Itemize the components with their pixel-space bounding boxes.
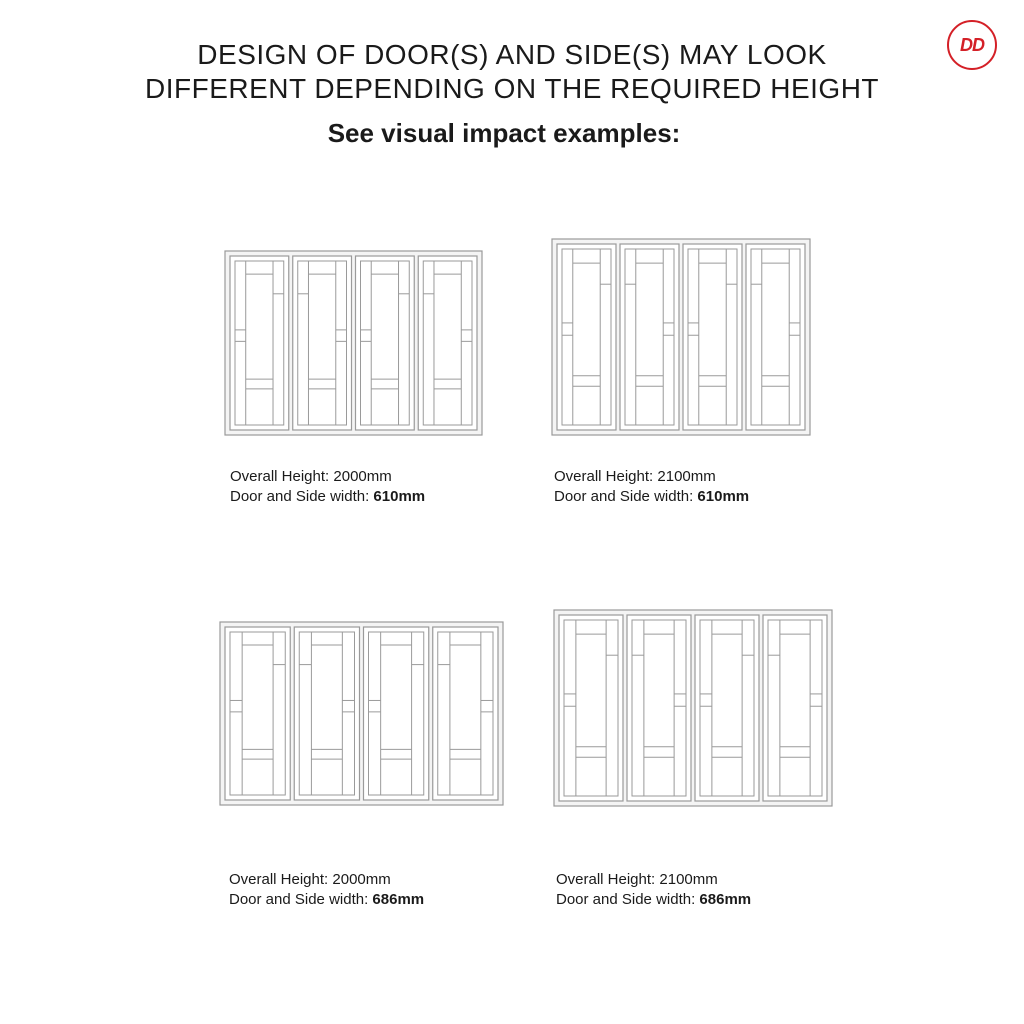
door-leaf-glass xyxy=(361,261,410,425)
caption-1-width-value: 610mm xyxy=(373,488,426,505)
caption-4 xyxy=(556,870,751,910)
door-leaf-glass xyxy=(564,620,618,796)
door-set-3 xyxy=(219,621,504,806)
brand-logo xyxy=(947,20,997,70)
door-set-drawing xyxy=(219,621,504,806)
caption-1-width-label: Door and Side width: xyxy=(230,488,370,505)
caption-3-width-value: 686mm xyxy=(372,891,425,908)
door-leaf-glass xyxy=(700,620,754,796)
caption-3-width-label: Door and Side width: xyxy=(229,891,369,908)
caption-1-height-label: Overall Height: xyxy=(230,468,330,485)
caption-2-width-label: Door and Side width: xyxy=(554,488,694,505)
caption-1 xyxy=(230,467,425,507)
door-leaf-glass xyxy=(625,249,674,425)
caption-4-height-value: 2100mm xyxy=(659,871,718,888)
caption-4-height-label: Overall Height: xyxy=(556,871,656,888)
caption-2-height-value: 2100mm xyxy=(657,468,716,485)
caption-4-width-value: 686mm xyxy=(699,891,752,908)
door-set-1 xyxy=(224,250,483,436)
door-leaf-glass xyxy=(369,632,424,795)
door-leaf-glass xyxy=(688,249,737,425)
door-leaf-glass xyxy=(562,249,611,425)
door-set-drawing xyxy=(553,609,833,807)
caption-3 xyxy=(229,870,424,910)
door-leaf-glass xyxy=(230,632,285,795)
caption-3-height-label: Overall Height: xyxy=(229,871,329,888)
caption-2-height-label: Overall Height: xyxy=(554,468,654,485)
heading-line-2: DIFFERENT DEPENDING ON THE REQUIRED HEIGHT xyxy=(144,73,880,104)
door-leaf-glass xyxy=(632,620,686,796)
subheading: See visual impact examples: xyxy=(327,118,681,148)
door-leaf-glass xyxy=(423,261,472,425)
door-set-drawing xyxy=(224,250,483,436)
door-set-drawing xyxy=(551,238,811,436)
caption-2-width-value: 610mm xyxy=(697,488,750,505)
door-leaf-glass xyxy=(235,261,284,425)
door-leaf-glass xyxy=(299,632,354,795)
door-set-4 xyxy=(553,609,833,807)
door-leaf-glass xyxy=(768,620,822,796)
heading-line-1: DESIGN OF DOOR(S) AND SIDE(S) MAY LOOK xyxy=(197,39,827,70)
door-leaf-glass xyxy=(298,261,347,425)
caption-4-width-label: Door and Side width: xyxy=(556,891,696,908)
caption-3-height-value: 2000mm xyxy=(332,871,391,888)
door-leaf-glass xyxy=(438,632,493,795)
door-leaf-glass xyxy=(751,249,800,425)
door-set-2 xyxy=(551,238,811,436)
brand-logo-text: DD xyxy=(960,34,984,55)
caption-1-height-value: 2000mm xyxy=(333,468,392,485)
caption-2 xyxy=(554,467,749,507)
